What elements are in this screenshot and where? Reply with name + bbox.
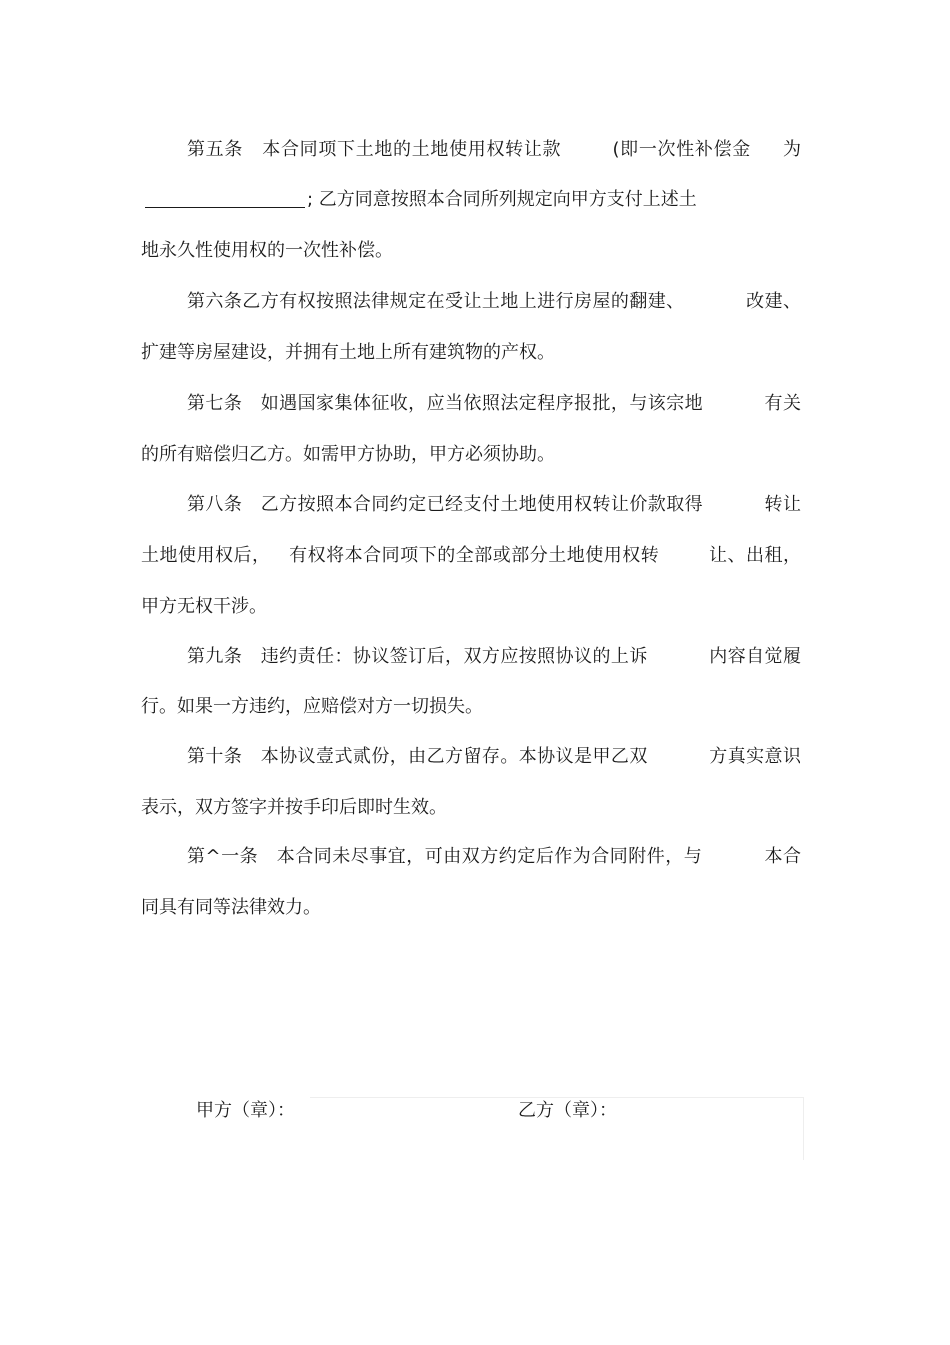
article-7-line-2: 的所有赔偿归乙方。如需甲方协助，甲方必须协助。 [141,444,555,465]
article-5-line-2 [145,185,805,215]
payment-blank-field [145,189,305,208]
party-a-seal-label: 甲方（章）： [196,1100,295,1121]
article-5-line-1: 第五条 本合同项下土地的土地使用权转让款 (即一次性补偿金 为 [187,139,801,160]
article-11-line-2: 同具有同等法律效力。 [141,897,321,918]
article-5-line-2-text: ; 乙方同意按照本合同所列规定向甲方支付上述土 [307,189,697,210]
article-8-line-2: 土地使用权后， 有权将本合同项下的全部或部分土地使用权转 让、出租， [141,545,801,566]
article-5-line-3: 地永久性使用权的一次性补偿。 [141,240,393,261]
article-10-line-1: 第十条 本协议壹式贰份，由乙方留存。本协议是甲乙双 方真实意识 [187,746,801,767]
article-10-line-2: 表示，双方签字并按手印后即时生效。 [141,797,447,818]
article-9-line-2: 行。如果一方违约，应赔偿对方一切损失。 [141,696,483,717]
article-11-line-1: 第^一条 本合同未尽事宜，可由双方约定后作为合同附件，与 本合 [187,846,801,867]
article-6-line-2: 扩建等房屋建设，并拥有土地上所有建筑物的产权。 [141,342,555,363]
article-8-line-1: 第八条 乙方按照本合同约定已经支付土地使用权转让价款取得 转让 [187,494,801,515]
party-b-seal-label: 乙方（章）： [518,1100,617,1121]
article-9-line-1: 第九条 违约责任：协议签订后，双方应按照协议的上诉 内容自觉履 [187,646,801,667]
article-7-line-1: 第七条 如遇国家集体征收，应当依照法定程序报批，与该宗地 有关 [187,393,801,414]
article-6-line-1: 第六条乙方有权按照法律规定在受让土地上进行房屋的翻建、 改建、 [187,291,801,312]
article-8-line-3: 甲方无权干涉。 [141,596,267,617]
